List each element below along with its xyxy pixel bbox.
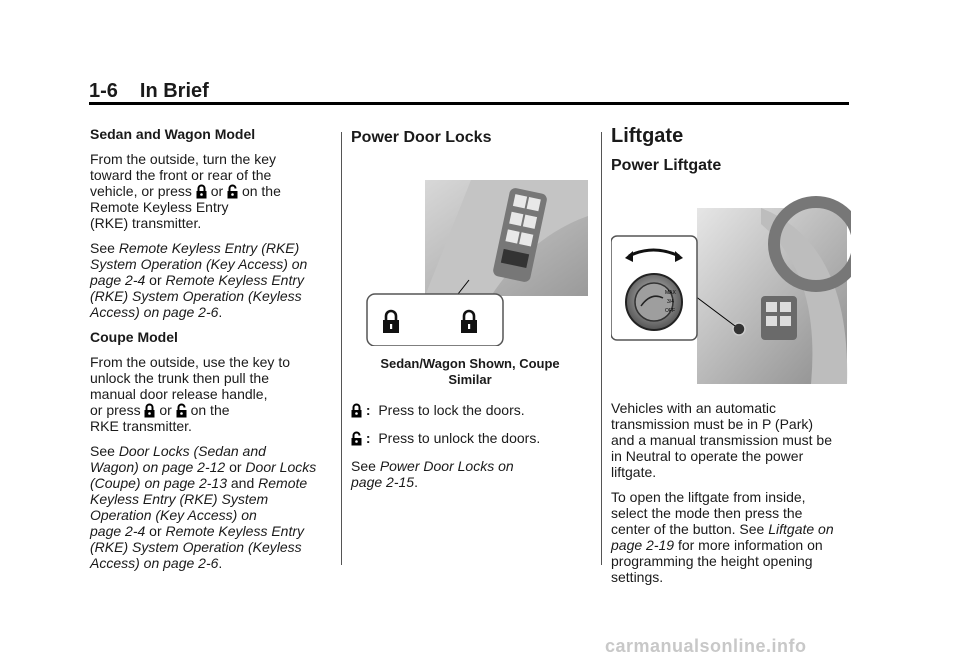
power-door-locks-heading: Power Door Locks	[351, 129, 492, 146]
unlock-icon	[227, 184, 238, 199]
door-locks-reference: See Power Door Locks on page 2-15.	[351, 458, 514, 490]
unlock-description: : Press to unlock the doors.	[351, 430, 589, 446]
coupe-paragraph: From the outside, use the key to unlock the trunk then pull the manual door release handle, or press or on the RKE transmitter.	[90, 354, 290, 434]
lock-description: : Press to lock the doors.	[351, 402, 589, 418]
door-lock-switch-illustration	[351, 156, 589, 346]
column-divider	[341, 132, 342, 565]
knob-label: 3/4	[667, 299, 674, 305]
liftgate-paragraph-2: To open the liftgate from inside, select the mode then press the center of the button. See Liftgate on page 2-19 for more information on programming the height opening settings.	[611, 489, 834, 585]
link-door-locks-coupe[interactable]: Door Locks	[245, 459, 317, 475]
lock-icon	[351, 403, 362, 418]
page-header	[89, 80, 209, 103]
header-rule	[89, 102, 849, 105]
column-right	[611, 125, 851, 594]
watermark: carmanualsonline.info	[605, 636, 807, 656]
section-number: 1-6	[89, 80, 118, 102]
column-left	[90, 126, 322, 580]
figure-caption: Sedan/Wagon Shown, Coupe Similar	[380, 356, 560, 387]
power-liftgate-heading: Power Liftgate	[611, 157, 722, 174]
column-divider	[601, 132, 602, 565]
knob-label: MAX	[665, 290, 676, 296]
link-rke-key-access[interactable]: Remote Keyless Entry (RKE)	[118, 240, 300, 256]
lock-icon	[144, 403, 155, 418]
liftgate-switch-illustration	[611, 184, 851, 386]
liftgate-paragraph-1: Vehicles with an automatic transmission must be in P (Park) and a manual transmission must be in Neutral to operate the power liftgate.	[611, 400, 832, 480]
link-power-door-locks[interactable]: Power Door Locks on	[379, 458, 514, 474]
sedan-heading: Sedan and Wagon Model	[90, 126, 256, 142]
liftgate-title: Liftgate	[611, 125, 684, 147]
section-title: In Brief	[139, 80, 209, 102]
unlock-icon	[176, 403, 187, 418]
sedan-paragraph: From the outside, turn the key toward the front or rear of the vehicle, or press or on the Remote Keyless Entry (RKE) transmitter.	[90, 151, 281, 231]
unlock-icon	[351, 431, 362, 446]
sedan-reference: See Remote Keyless Entry (RKE) System Operation (Key Access) on page 2-4 or Remote Keyless Entry (RKE) System Operation (Keyless Access) on page 2-6.	[90, 240, 308, 320]
column-middle	[351, 130, 589, 499]
link-liftgate[interactable]: Liftgate on	[768, 521, 834, 537]
knob-label: OFF	[665, 308, 675, 314]
lock-icon	[196, 184, 207, 199]
coupe-heading: Coupe Model	[90, 329, 178, 345]
link-door-locks-sedan[interactable]: Door Locks (Sedan and	[118, 443, 266, 459]
link-rke-keyless[interactable]: Remote Keyless Entry	[165, 272, 305, 288]
coupe-reference: See Door Locks (Sedan and Wagon) on page 2-12 or Door Locks (Coupe) on page 2-13 and Remote Keyless Entry (RKE) System Operation (Key Access) on page 2-4 or Remote Keyless Entry (RKE) System Operation (Keyless Access) on page 2-6.	[90, 443, 317, 571]
